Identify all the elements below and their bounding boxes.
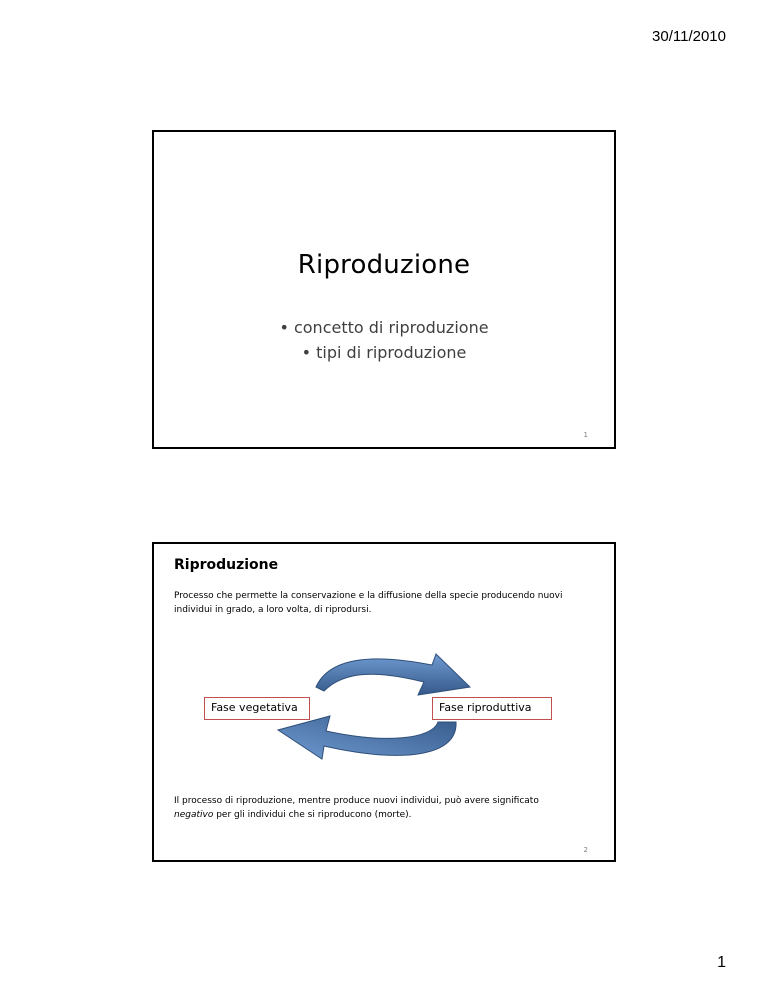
slide-2-outro (174, 794, 594, 822)
outro-line: Il processo di riproduzione, mentre produce nuovi individui, può avere significato (174, 796, 539, 806)
outro-emphasis: negativo (174, 810, 214, 820)
slide-2-title: Riproduzione (174, 557, 279, 573)
slide-1-number: 1 (583, 431, 588, 439)
page-number: 1 (717, 954, 726, 971)
slide-1-title: Riproduzione (297, 250, 471, 280)
slide-1 (152, 130, 616, 449)
bullet-item: • tipi di riproduzione (301, 343, 467, 362)
outro-rest: per gli individui che si riproducono (morte). (213, 810, 412, 820)
slide-2-number: 2 (583, 846, 588, 854)
bullet-item: • concetto di riproduzione (279, 318, 489, 337)
phase-vegetativa-box: Fase vegetativa (204, 697, 310, 720)
slide-2 (152, 542, 616, 862)
intro-line: individui in grado, a loro volta, di riprodursi. (174, 605, 372, 615)
top-cycle-arrow-icon (316, 654, 470, 695)
header-date: 30/11/2010 (652, 28, 726, 45)
outro-line (174, 808, 594, 822)
intro-line: Processo che permette la conservazione e la diffusione della specie producendo nuovi (174, 591, 563, 601)
slide-1-bullets (154, 315, 614, 365)
bottom-cycle-arrow-icon (278, 716, 456, 759)
phase-riproduttiva-box: Fase riproduttiva (432, 697, 552, 720)
